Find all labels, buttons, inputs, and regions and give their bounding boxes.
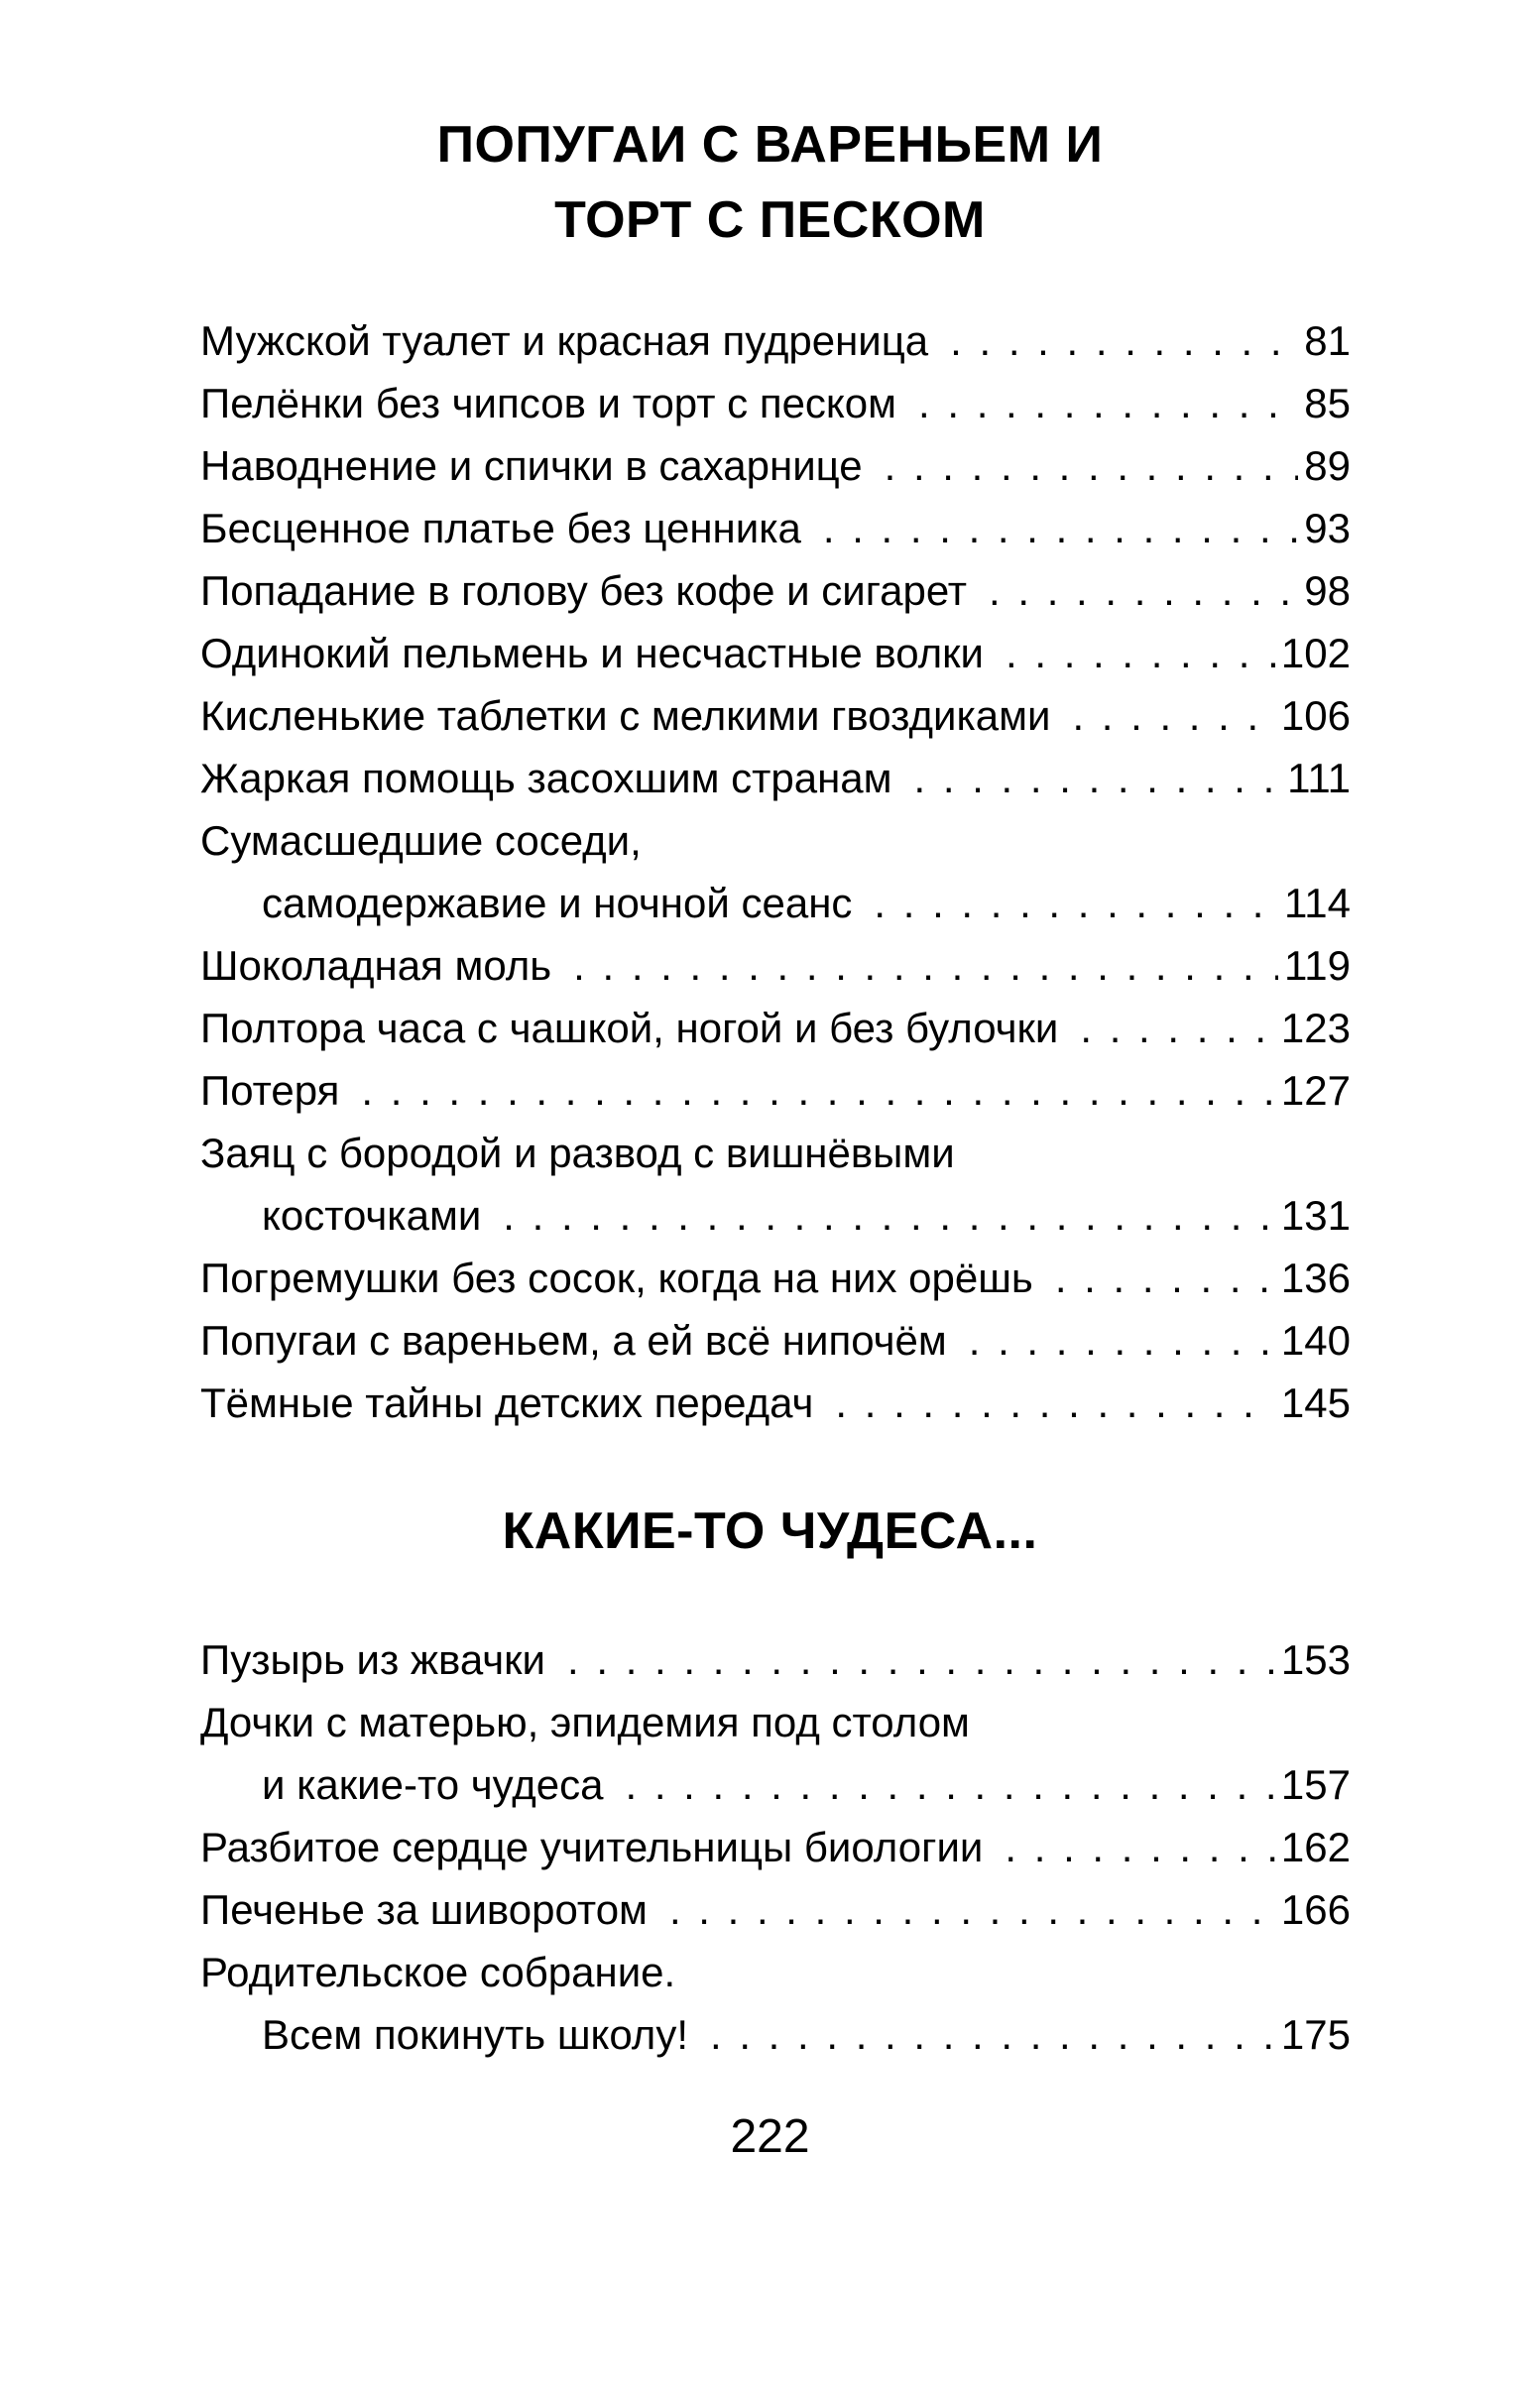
toc-entry-page: 98 (1304, 567, 1351, 614)
toc-entry-line (200, 1059, 1351, 1122)
toc-entry-page: 175 (1280, 2011, 1351, 2058)
toc-entry-line (200, 1372, 1351, 1434)
toc-entry-page: 166 (1280, 1886, 1351, 1933)
toc-entry-title: Одинокий пельмень и несчастные волки (200, 630, 985, 676)
dot-leader (1006, 622, 1275, 684)
toc-entry (200, 372, 1351, 434)
toc-entry (200, 1816, 1351, 1878)
dot-leader (567, 1628, 1275, 1691)
toc-entry-line (200, 1941, 1351, 2003)
dot-leader (503, 1184, 1275, 1247)
toc-entry-page: 93 (1304, 505, 1351, 551)
toc-entry-title: Дочки с матерью, эпидемия под столом (200, 1699, 970, 1745)
toc-entry (200, 1247, 1351, 1309)
toc-entry-page: 136 (1280, 1255, 1351, 1301)
toc-entry-page: 89 (1304, 442, 1351, 489)
toc-entry-page: 162 (1280, 1824, 1351, 1870)
toc-entry-title: Тёмные тайны детских передач (200, 1379, 814, 1426)
toc-entry-page: 119 (1284, 942, 1351, 989)
toc-entry-title: Попадание в голову без кофе и сигарет (200, 567, 968, 614)
toc-entry-title: и какие-то чудеса (262, 1761, 604, 1808)
toc-entry-line (200, 434, 1351, 497)
toc-entry (200, 1691, 1351, 1816)
dot-leader (823, 497, 1298, 559)
toc-entry-line (200, 1628, 1351, 1691)
dot-leader (625, 1753, 1274, 1816)
page-number: 222 (730, 2110, 810, 2163)
toc-entry (200, 684, 1351, 747)
dot-leader (573, 934, 1278, 997)
toc-entry-page: 153 (1280, 1636, 1351, 1683)
toc-entry-title: Мужской туалет и красная пудреница (200, 317, 929, 364)
toc-entry-title: Наводнение и спички в сахарнице (200, 442, 863, 489)
section-title-2: КАКИЕ-ТО ЧУДЕСА... (502, 1502, 1038, 1560)
toc-entry-line (200, 684, 1351, 747)
toc-entry (200, 809, 1351, 934)
toc-entry-page: 106 (1280, 692, 1351, 739)
toc-entry-page: 85 (1304, 380, 1351, 426)
dot-leader (874, 872, 1278, 934)
toc-entry-line (200, 372, 1351, 434)
dot-leader (835, 1372, 1275, 1434)
toc-entry (200, 1878, 1351, 1941)
toc-entry-title: Пузырь из жвачки (200, 1636, 546, 1683)
toc-entry-title: Кисленькие таблетки с мелкими гвоздиками (200, 692, 1051, 739)
toc-entry-title: самодержавие и ночной сеанс (262, 880, 853, 926)
toc-entry-page: 123 (1280, 1005, 1351, 1051)
toc-entry-title: Потеря (200, 1067, 340, 1114)
section-title-1: ПОПУГАИ С ВАРЕНЬЕМ И ТОРТ С ПЕСКОМ (436, 116, 1104, 249)
toc-entry (200, 559, 1351, 622)
dot-leader (1072, 684, 1274, 747)
toc-entry-title: Погремушки без сосок, когда на них орёшь (200, 1255, 1033, 1301)
dot-leader (989, 559, 1298, 622)
toc-entry-title: Заяц с бородой и развод с вишнёвыми (200, 1130, 955, 1176)
dot-leader (1055, 1247, 1275, 1309)
toc-entry (200, 747, 1351, 809)
toc-entry-page: 157 (1280, 1761, 1351, 1808)
toc-entry (200, 1372, 1351, 1434)
toc-entry-title: Родительское собрание. (200, 1949, 676, 1995)
toc-entry-line (200, 1247, 1351, 1309)
toc-entry-page: 81 (1304, 317, 1351, 364)
toc-entry (200, 309, 1351, 372)
toc-entry-title: Бесценное платье без ценника (200, 505, 801, 551)
toc-entry-line (200, 997, 1351, 1059)
toc-entry-line (200, 622, 1351, 684)
toc-entry-title: Жаркая помощь засохшим странам (200, 755, 892, 801)
toc-entry-page: 102 (1280, 630, 1351, 676)
dot-leader (1080, 997, 1275, 1059)
toc-entry (200, 434, 1351, 497)
toc-entry-title: Печенье за шиворотом (200, 1886, 648, 1933)
toc-entry-title: Шоколадная моль (200, 942, 552, 989)
dot-leader (914, 747, 1282, 809)
toc-entry-line (200, 1878, 1351, 1941)
toc-entry-line (200, 872, 1351, 934)
toc-entry-page: 111 (1287, 755, 1351, 801)
toc-entry-line (200, 497, 1351, 559)
toc-entry-title: Пелёнки без чипсов и торт с песком (200, 380, 897, 426)
toc-entry-line (200, 934, 1351, 997)
toc-entry-line (200, 747, 1351, 809)
toc-entry-title: косточками (262, 1192, 482, 1239)
toc-entry-page: 140 (1280, 1317, 1351, 1364)
toc-list-2 (200, 1628, 1351, 2066)
toc-entry-page: 114 (1284, 880, 1351, 926)
toc-entry-line (200, 1753, 1351, 1816)
toc-entry (200, 497, 1351, 559)
dot-leader (1005, 1816, 1275, 1878)
toc-entry (200, 622, 1351, 684)
toc-entry (200, 997, 1351, 1059)
dot-leader (918, 372, 1298, 434)
toc-entry-line (200, 2003, 1351, 2066)
toc-entry-line (200, 309, 1351, 372)
toc-entry-title: Всем покинуть школу! (262, 2011, 688, 2058)
toc-entry-line (200, 1816, 1351, 1878)
toc-entry-title: Разбитое сердце учительницы биологии (200, 1824, 984, 1870)
toc-entry (200, 1941, 1351, 2066)
dot-leader (885, 434, 1299, 497)
toc-entry (200, 934, 1351, 997)
toc-entry-title: Полтора часа с чашкой, ногой и без булочки (200, 1005, 1059, 1051)
toc-entry-line (200, 1122, 1351, 1184)
dot-leader (710, 2003, 1275, 2066)
toc-entry-page: 145 (1280, 1379, 1351, 1426)
toc-entry (200, 1309, 1351, 1372)
toc-entry-title: Попугаи с вареньем, а ей всё нипочём (200, 1317, 947, 1364)
toc-entry-page: 131 (1280, 1192, 1351, 1239)
toc-entry-line (200, 1309, 1351, 1372)
dot-leader (950, 309, 1298, 372)
toc-entry-title: Сумасшедшие соседи, (200, 817, 642, 864)
toc-entry-line (200, 809, 1351, 872)
toc-entry-line (200, 1184, 1351, 1247)
dot-leader (969, 1309, 1275, 1372)
toc-entry (200, 1628, 1351, 1691)
toc-list-1 (200, 309, 1351, 1434)
toc-entry (200, 1059, 1351, 1122)
dot-leader (361, 1059, 1275, 1122)
toc-entry-page: 127 (1280, 1067, 1351, 1114)
toc-entry-line (200, 1691, 1351, 1753)
toc-entry (200, 1122, 1351, 1247)
dot-leader (669, 1878, 1275, 1941)
toc-entry-line (200, 559, 1351, 622)
